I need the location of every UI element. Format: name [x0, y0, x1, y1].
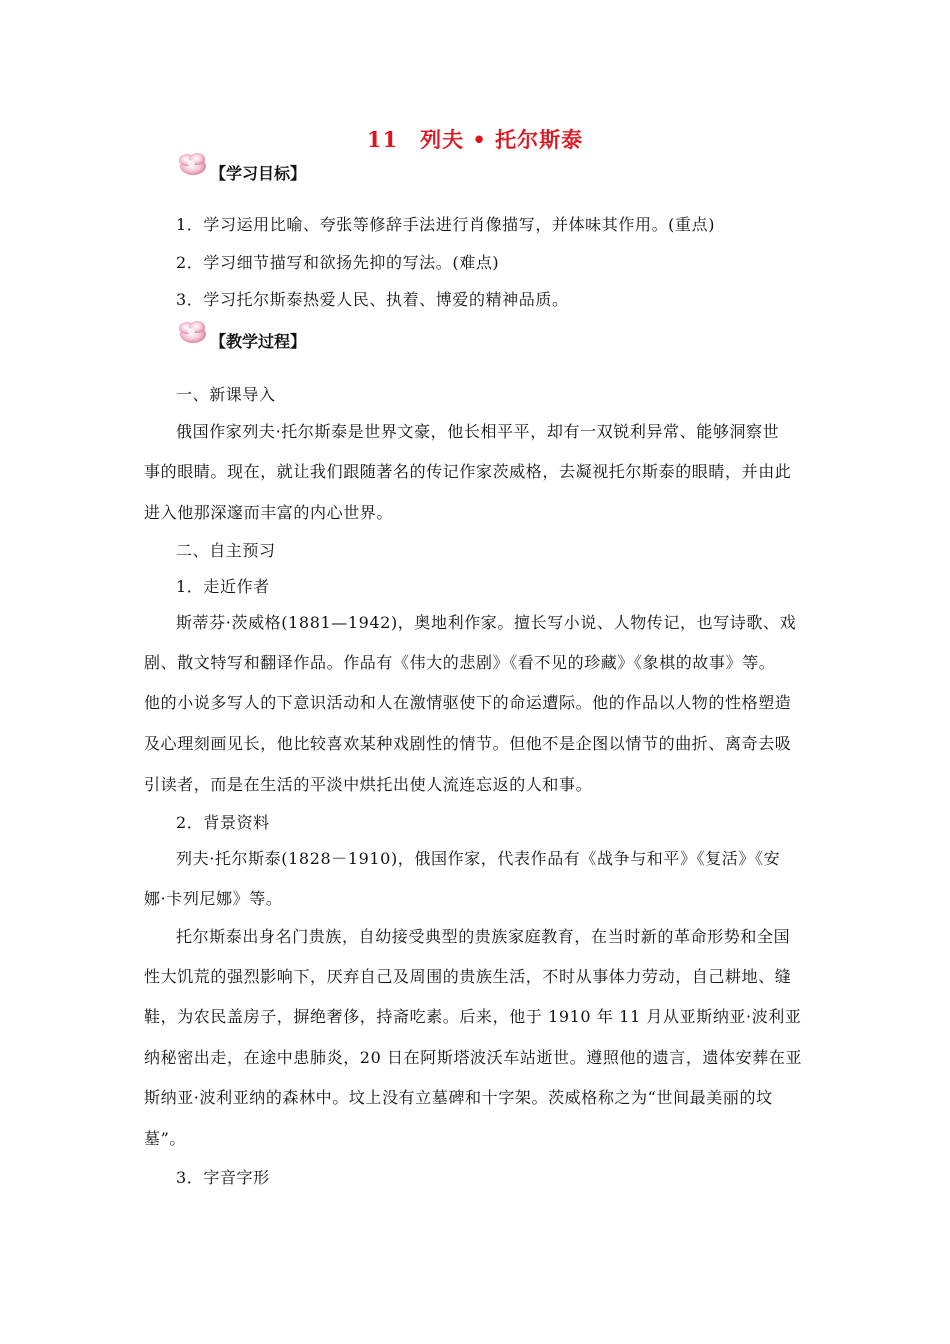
paragraph-line: 及心理刻画见长，他比较喜欢某种戏剧性的情节。但他不是企图以情节的曲折、离奇去吸 [144, 734, 792, 753]
heading-preview: 二、自主预习 [176, 541, 276, 560]
heading-intro: 一、新课导入 [176, 385, 276, 404]
paragraph-line: 事的眼睛。现在，就让我们跟随著名的传记作家茨威格，去凝视托尔斯泰的眼睛，并由此 [144, 462, 792, 481]
paragraph-line: 进入他那深邃而丰富的内心世界。 [144, 503, 394, 522]
paragraph-line: 他的小说多写人的下意识活动和人在激情驱使下的命运遭际。他的作品以人物的性格塑造 [144, 693, 792, 712]
page-title [0, 124, 950, 154]
flower-icon [176, 316, 210, 346]
lesson-title: 列夫 • 托尔斯泰 [420, 128, 584, 152]
subheading-background: 2．背景资料 [176, 813, 270, 832]
paragraph-line: 列夫·托尔斯泰(1828－1910)，俄国作家，代表作品有《战争与和平》《复活》《安 [176, 849, 781, 868]
lesson-number: 11 [366, 127, 399, 152]
paragraph-line: 娜·卡列尼娜》等。 [144, 889, 283, 908]
paragraph-line: 斯蒂芬·茨威格(1881—1942)，奥地利作家。擅长写小说、人物传记，也写诗歌、戏 [176, 613, 797, 632]
goal-item: 2．学习细节描写和欲扬先抑的写法。(难点) [176, 253, 500, 272]
subheading-author: 1．走近作者 [176, 577, 270, 596]
paragraph-line: 墓”。 [144, 1129, 186, 1148]
goal-item: 1．学习运用比喻、夸张等修辞手法进行肖像描写，并体味其作用。(重点) [176, 215, 716, 234]
flower-icon [176, 148, 210, 178]
goal-item: 3．学习托尔斯泰热爱人民、执着、博爱的精神品质。 [176, 290, 569, 309]
paragraph-line: 托尔斯泰出身名门贵族，自幼接受典型的贵族家庭教育，在当时新的革命形势和全国 [176, 927, 791, 946]
section-label: 【学习目标】 [210, 164, 307, 183]
paragraph-line: 俄国作家列夫·托尔斯泰是世界文豪，他长相平平，却有一双锐利异常、能够洞察世 [176, 422, 780, 441]
section-label: 【教学过程】 [210, 332, 307, 351]
paragraph-line: 性大饥荒的强烈影响下，厌弃自己及周围的贵族生活，不时从事体力劳动，自己耕地、缝 [144, 967, 792, 986]
paragraph-line: 鞋，为农民盖房子，摒绝奢侈，持斋吃素。后来，他于 1910 年 11 月从亚斯纳亚·波利亚 [144, 1007, 802, 1026]
paragraph-line: 剧、散文特写和翻译作品。作品有《伟大的悲剧》《看不见的珍藏》《象棋的故事》等。 [144, 653, 776, 672]
paragraph-line: 斯纳亚·波利亚纳的森林中。坟上没有立墓碑和十字架。茨威格称之为“世间最美丽的坟 [144, 1088, 773, 1107]
subheading-glyph: 3．字音字形 [176, 1168, 270, 1187]
paragraph-line: 引读者，而是在生活的平淡中烘托出使人流连忘返的人和事。 [144, 775, 593, 794]
paragraph-line: 纳秘密出走，在途中患肺炎，20 日在阿斯塔波沃车站逝世。遵照他的遗言，遗体安葬在亚 [144, 1048, 803, 1067]
